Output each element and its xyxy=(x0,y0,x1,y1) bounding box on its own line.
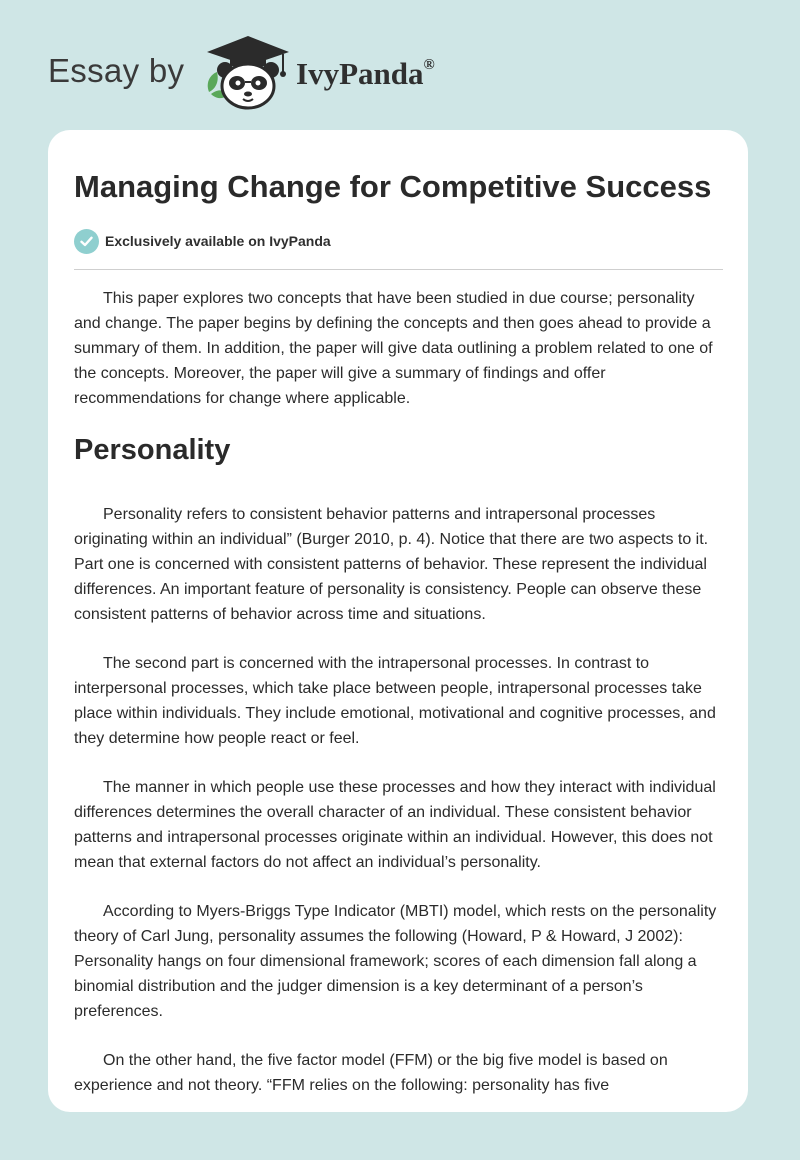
exclusive-label: Exclusively available on IvyPanda xyxy=(105,233,331,249)
essay-content xyxy=(74,130,723,1098)
intro-paragraph: This paper explores two concepts that have been studied in due course; personality and change. The paper begins by defining the concepts and then goes ahead to provide a summary of them. In addition, the paper will give data outlining a problem related to one of the concepts. Moreover, the paper will give a summary of findings and offer recommendations for change where applicable. xyxy=(74,290,713,407)
site-header xyxy=(0,0,800,130)
body-paragraph: According to Myers-Briggs Type Indicator (MBTI) model, which rests on the personality theory of Carl Jung, personality assumes the following (Howard, P & Howard, J 2002): Personality hangs on four dimensional framework; scores of each dimension fall along a binomial distribution and the judger dimension is a key determinant of a person’s preferences. xyxy=(74,903,717,1020)
body-paragraph: Personality refers to consistent behavior patterns and intrapersonal processes originating within an individual” (Burger 2010, p. 4). Notice that there are two aspects to it. Part one is concerned with consistent patterns of behavior. These represent the individual differences. An important feature of personality is consistency. People can observe these consistent patterns of behavior across time and situations. xyxy=(74,506,709,623)
body-paragraph: The second part is concerned with the intrapersonal processes. In contrast to interpersonal processes, which take place between people, intrapersonal processes take place within individuals. They include emotional, motivational and cognitive processes, and they determine how people react or feel. xyxy=(74,655,716,747)
exclusive-badge xyxy=(74,227,723,255)
brand-name[interactable]: IvyPanda® xyxy=(296,56,435,91)
panda-logo-icon[interactable] xyxy=(203,34,293,110)
check-circle-icon xyxy=(74,229,99,254)
essay-card xyxy=(48,130,748,1112)
divider xyxy=(74,269,723,270)
body-paragraph: On the other hand, the five factor model (FFM) or the big five model is based on experience and not theory. “FFM relies on the following: personality has five xyxy=(74,1052,668,1094)
section-heading: Personality xyxy=(74,434,231,466)
essay-title: Managing Change for Competitive Success xyxy=(74,169,712,204)
body-paragraph: The manner in which people use these processes and how they interact with individual differences determines the overall character of an individual. These consistent behavior patterns and intrapersonal processes originate within an individual. However, this does not mean that external factors do not affect an individual’s personality. xyxy=(74,779,716,871)
essay-by-label: Essay by xyxy=(48,52,185,89)
